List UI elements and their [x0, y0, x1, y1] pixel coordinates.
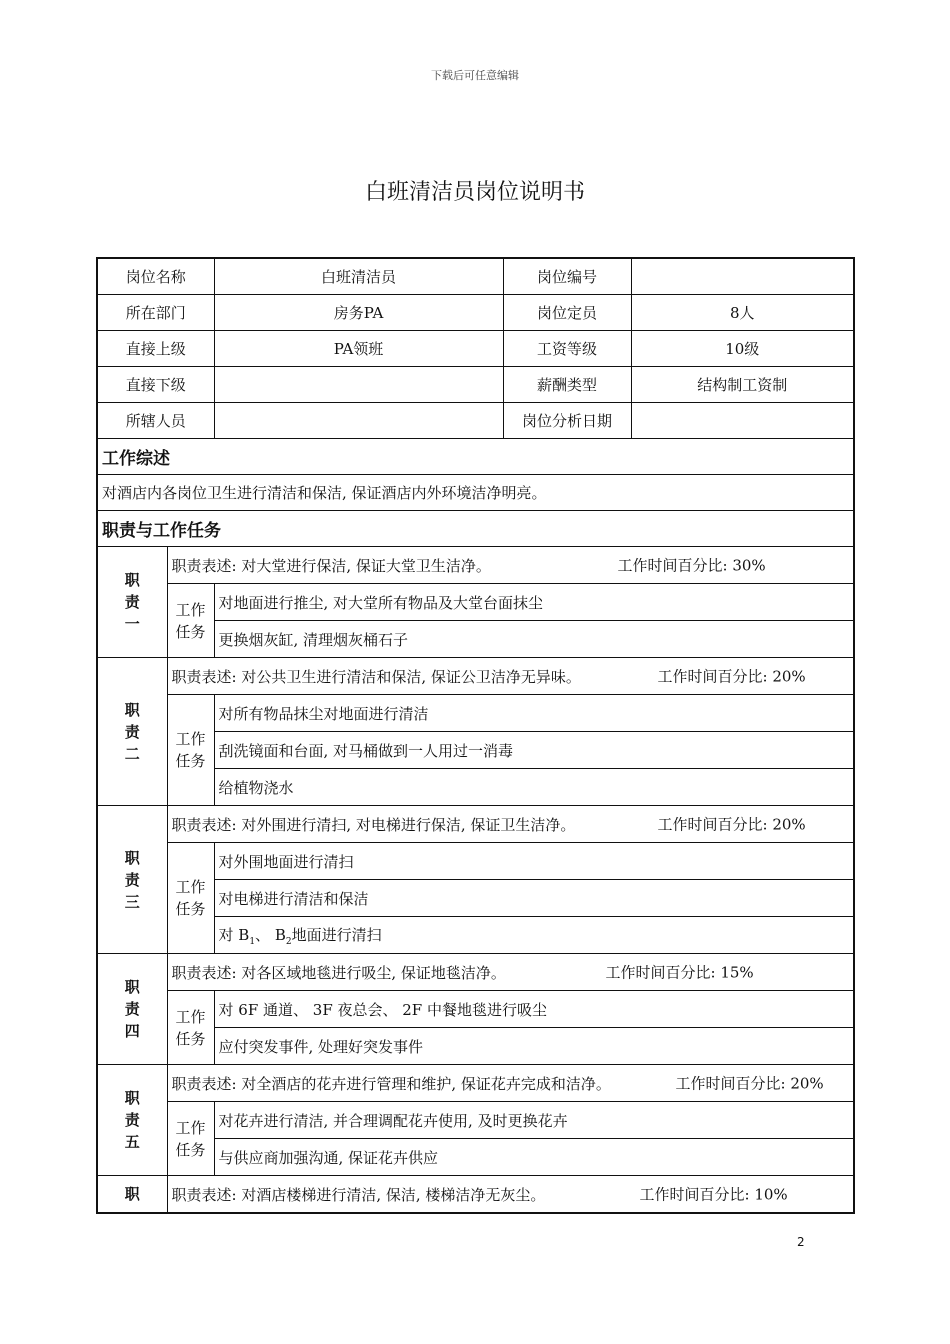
duty-4-task-2: 应付突发事件, 处理好突发事件: [214, 1028, 854, 1065]
duty-description-text: 职责表述: 对全酒店的花卉进行管理和维护, 保证花卉完成和洁净。: [171, 1074, 611, 1093]
pay-type-value: 结构制工资制: [631, 367, 854, 403]
duty-3-task-row: [97, 843, 854, 880]
grade-value: 10级: [631, 331, 854, 367]
duty-5-description: [167, 1065, 854, 1102]
duty-percent: 工作时间百分比: 20%: [657, 815, 806, 834]
task-text-part: 、 B: [255, 925, 286, 944]
duty-1-desc-row: [97, 547, 854, 584]
duties-heading: 职责与工作任务: [97, 511, 854, 547]
duty-1-task-2: 更换烟灰缸, 清理烟灰桶石子: [214, 621, 854, 658]
duty-6-label: 职: [97, 1176, 167, 1214]
task-subscript: 2: [285, 936, 292, 947]
duty-2-task-2: 刮洗镜面和台面, 对马桶做到一人用过一消毒: [214, 732, 854, 769]
task-label-text: 工作任务: [175, 600, 206, 641]
subordinate-value: [214, 367, 503, 403]
summary-row: [97, 475, 854, 511]
header-note: 下载后可任意编辑: [431, 69, 519, 82]
task-label-text: 工作任务: [175, 878, 206, 918]
duty-percent: 工作时间百分比: 10%: [639, 1185, 788, 1204]
duty-2-desc-row: [97, 658, 854, 695]
duty-5-desc-row: [97, 1065, 854, 1102]
duty-4-desc-row: [97, 954, 854, 991]
summary-heading: 工作综述: [97, 439, 854, 475]
duty-5-label: [97, 1065, 167, 1176]
task-label: [167, 695, 214, 806]
duty-label-text: 职责三: [124, 848, 140, 911]
duty-percent: 工作时间百分比: 15%: [605, 963, 754, 982]
duty-2-task-row: [97, 695, 854, 732]
task-label-text: 工作任务: [175, 730, 206, 770]
duty-description-text: 职责表述: 对酒店楼梯进行清洁, 保洁, 楼梯洁净无灰尘。: [171, 1185, 546, 1204]
duty-3-label: [97, 806, 167, 954]
dept-value: 房务PA: [214, 295, 503, 331]
duty-1-task-1: 对地面进行推尘, 对大堂所有物品及大堂台面抹尘: [214, 584, 854, 621]
duty-4-task-1: 对 6F 通道、 3F 夜总会、 2F 中餐地毯进行吸尘: [214, 991, 854, 1028]
analysis-date-label: 岗位分析日期: [503, 403, 631, 439]
duty-description-text: 职责表述: 对外围进行清扫, 对电梯进行保洁, 保证卫生洁净。: [171, 815, 576, 834]
duty-5-task-1: 对花卉进行清洁, 并合理调配花卉使用, 及时更换花卉: [214, 1102, 854, 1139]
info-row-position: [97, 258, 854, 295]
task-text-part: 对 B: [218, 925, 250, 944]
page-number: 2: [797, 1235, 805, 1249]
duty-description-text: 职责表述: 对各区域地毯进行吸尘, 保证地毯洁净。: [171, 963, 506, 982]
info-row-subordinate: [97, 367, 854, 403]
dept-label: 所在部门: [97, 295, 214, 331]
task-label: [167, 584, 214, 658]
duty-5-task-row: [97, 1102, 854, 1139]
duty-6-description: [167, 1176, 854, 1214]
duty-2-label: [97, 658, 167, 806]
summary-text: 对酒店内各岗位卫生进行清洁和保洁, 保证酒店内外环境洁净明亮。: [97, 475, 854, 511]
duty-5-task-2: 与供应商加强沟通, 保证花卉供应: [214, 1139, 854, 1176]
analysis-date-value: [631, 403, 854, 439]
position-name-label: 岗位名称: [97, 258, 214, 295]
staff-label: 所辖人员: [97, 403, 214, 439]
task-label: [167, 991, 214, 1065]
duty-2-description: [167, 658, 854, 695]
duty-1-label: [97, 547, 167, 658]
duty-label-text: 职责二: [124, 700, 140, 763]
duty-6-desc-row: [97, 1176, 854, 1214]
job-description-table: [96, 257, 855, 1214]
info-row-dept: [97, 295, 854, 331]
position-name-value: 白班清洁员: [214, 258, 503, 295]
subordinate-label: 直接下级: [97, 367, 214, 403]
superior-value: PA领班: [214, 331, 503, 367]
duty-4-label: [97, 954, 167, 1065]
duty-1-task-row: [97, 584, 854, 621]
info-row-superior: [97, 331, 854, 367]
duties-heading-row: [97, 511, 854, 547]
superior-label: 直接上级: [97, 331, 214, 367]
duty-label-text: 职责五: [124, 1089, 140, 1151]
position-no-label: 岗位编号: [503, 258, 631, 295]
duty-description-text: 职责表述: 对大堂进行保洁, 保证大堂卫生洁净。: [171, 556, 491, 575]
duty-percent: 工作时间百分比: 30%: [617, 556, 766, 575]
duty-3-task-3: [214, 917, 854, 954]
duty-percent: 工作时间百分比: 20%: [675, 1074, 824, 1093]
pay-type-label: 薪酬类型: [503, 367, 631, 403]
duty-label-text: 职责四: [124, 978, 140, 1040]
duty-1-description: [167, 547, 854, 584]
duty-label-text: 职责一: [124, 571, 140, 633]
headcount-label: 岗位定员: [503, 295, 631, 331]
duty-3-task-1: 对外围地面进行清扫: [214, 843, 854, 880]
page-title: 白班清洁员岗位说明书: [364, 180, 585, 205]
position-no-value: [631, 258, 854, 295]
duty-3-task-2: 对电梯进行清洁和保洁: [214, 880, 854, 917]
task-text-part: 地面进行清扫: [291, 925, 382, 944]
duty-description-text: 职责表述: 对公共卫生进行清洁和保洁, 保证公卫洁净无异味。: [171, 667, 581, 686]
task-label: [167, 843, 214, 954]
headcount-value: 8人: [631, 295, 854, 331]
duty-3-description: [167, 806, 854, 843]
duty-4-task-row: [97, 991, 854, 1028]
duty-4-description: [167, 954, 854, 991]
info-row-staff: [97, 403, 854, 439]
task-subscript: 1: [249, 936, 256, 947]
staff-value: [214, 403, 503, 439]
task-label-text: 工作任务: [175, 1118, 206, 1159]
summary-heading-row: [97, 439, 854, 475]
duty-3-desc-row: [97, 806, 854, 843]
grade-label: 工资等级: [503, 331, 631, 367]
duty-percent: 工作时间百分比: 20%: [657, 667, 806, 686]
task-label: [167, 1102, 214, 1176]
duty-2-task-1: 对所有物品抹尘对地面进行清洁: [214, 695, 854, 732]
duty-2-task-3: 给植物浇水: [214, 769, 854, 806]
task-label-text: 工作任务: [175, 1007, 206, 1048]
